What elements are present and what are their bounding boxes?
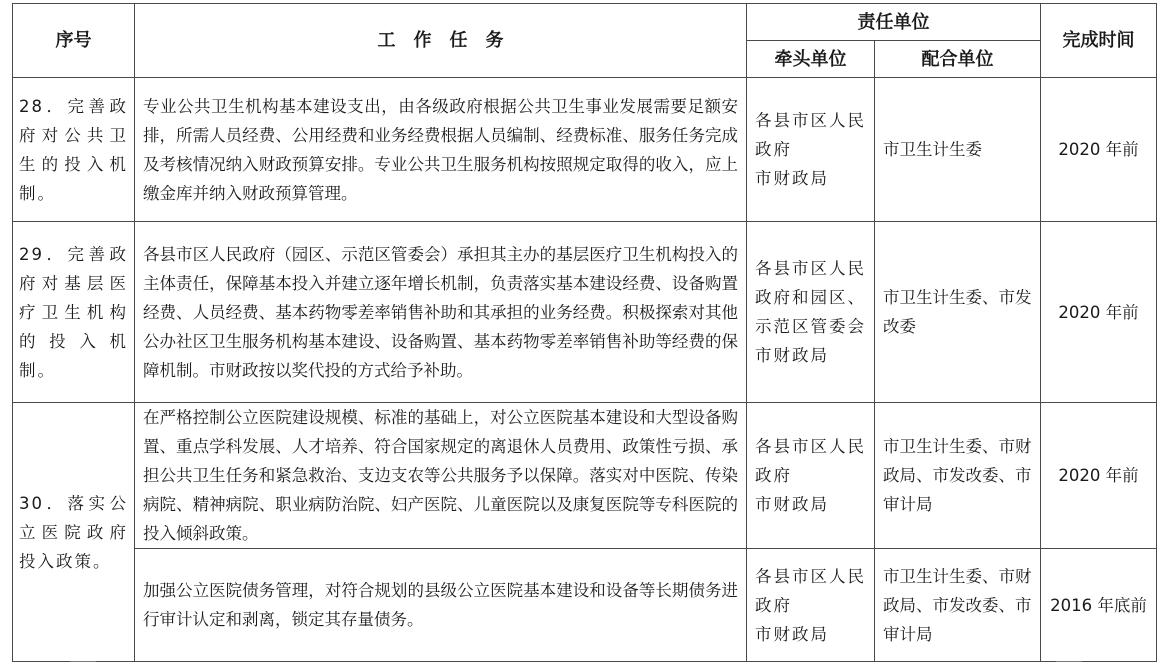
row-task: 专业公共卫生机构基本建设支出，由各级政府根据公共卫生事业发展需要足额安排，所需人员经费、公用经费和业务经费根据人员编制、经费标准、服务任务完成及考核情况纳入财政预算安排。专业公共卫生服务机构按照规定取得的收入，应上缴金库并纳入财政预算管理。 bbox=[135, 78, 747, 222]
lead-unit: 各县市区人民政府和园区、示范区管委会 bbox=[755, 259, 866, 336]
row-deadline: 2016 年底前 bbox=[1041, 549, 1157, 662]
lead-unit: 各县市区人民政府 bbox=[755, 437, 866, 485]
task-table bbox=[12, 3, 1157, 662]
header-responsible: 责任单位 bbox=[747, 4, 1041, 41]
lead-unit: 各县市区人民政府 bbox=[755, 111, 866, 159]
row-coop: 市卫生计生委、市财政局、市发改委、市审计局 bbox=[875, 549, 1041, 662]
lead-unit: 市财政局 bbox=[755, 495, 829, 514]
table-row bbox=[13, 403, 1157, 549]
row-deadline: 2020 年前 bbox=[1041, 222, 1157, 403]
header-coop: 配合单位 bbox=[875, 41, 1041, 78]
row-seq: 29．完善政府对基层医疗卫生机构的投入机制。 bbox=[13, 222, 135, 403]
row-lead bbox=[747, 78, 875, 222]
lead-unit: 市财政局 bbox=[755, 169, 829, 188]
row-deadline: 2020 年前 bbox=[1041, 403, 1157, 549]
table-row bbox=[13, 78, 1157, 222]
row-lead bbox=[747, 222, 875, 403]
header-task: 工 作 任 务 bbox=[135, 4, 747, 78]
header-lead: 牵头单位 bbox=[747, 41, 875, 78]
row-lead bbox=[747, 403, 875, 549]
header-seq: 序号 bbox=[13, 4, 135, 78]
page-edge-mark-right bbox=[1056, 661, 1082, 668]
header-deadline: 完成时间 bbox=[1041, 4, 1157, 78]
page-edge-mark-left bbox=[70, 661, 96, 668]
row-coop: 市卫生计生委、市发改委 bbox=[875, 222, 1041, 403]
row-lead bbox=[747, 549, 875, 662]
row-task: 各县市区人民政府（园区、示范区管委会）承担其主办的基层医疗卫生机构投入的主体责任，保障基本投入并建立逐年增长机制，负责落实基本建设经费、设备购置经费、人员经费、基本药物零差率销售补助和其承担的业务经费。积极探索对其他公办社区卫生服务机构基本建设、设备购置、基本药物零差率销售补助等经费的保障机制。市财政按以奖代投的方式给予补助。 bbox=[135, 222, 747, 403]
row-deadline: 2020 年前 bbox=[1041, 78, 1157, 222]
lead-unit: 市财政局 bbox=[755, 624, 829, 644]
row-task: 在严格控制公立医院建设规模、标准的基础上，对公立医院基本建设和大型设备购置、重点学科发展、人才培养、符合国家规定的离退休人员费用、政策性亏损、承担公共卫生任务和紧急救治、支边支农等公共服务予以保障。落实对中医院、传染病院、精神病院、职业病防治院、妇产医院、儿童医院以及康复医院等专科医院的投入倾斜政策。 bbox=[135, 403, 747, 549]
row-seq: 28．完善政府对公共卫生的投入机制。 bbox=[13, 78, 135, 222]
table-row bbox=[13, 222, 1157, 403]
row-task: 加强公立医院债务管理，对符合规划的县级公立医院基本建设和设备等长期债务进行审计认定和剥离，锁定其存量债务。 bbox=[135, 549, 747, 662]
lead-unit: 各县市区人民政府 bbox=[755, 566, 866, 615]
row-seq: 30．落实公立医院政府投入政策。 bbox=[13, 403, 135, 662]
table-row bbox=[13, 549, 1157, 662]
row-coop: 市卫生计生委、市财政局、市发改委、市审计局 bbox=[875, 403, 1041, 549]
lead-unit: 市财政局 bbox=[755, 346, 829, 365]
row-coop: 市卫生计生委 bbox=[875, 78, 1041, 222]
